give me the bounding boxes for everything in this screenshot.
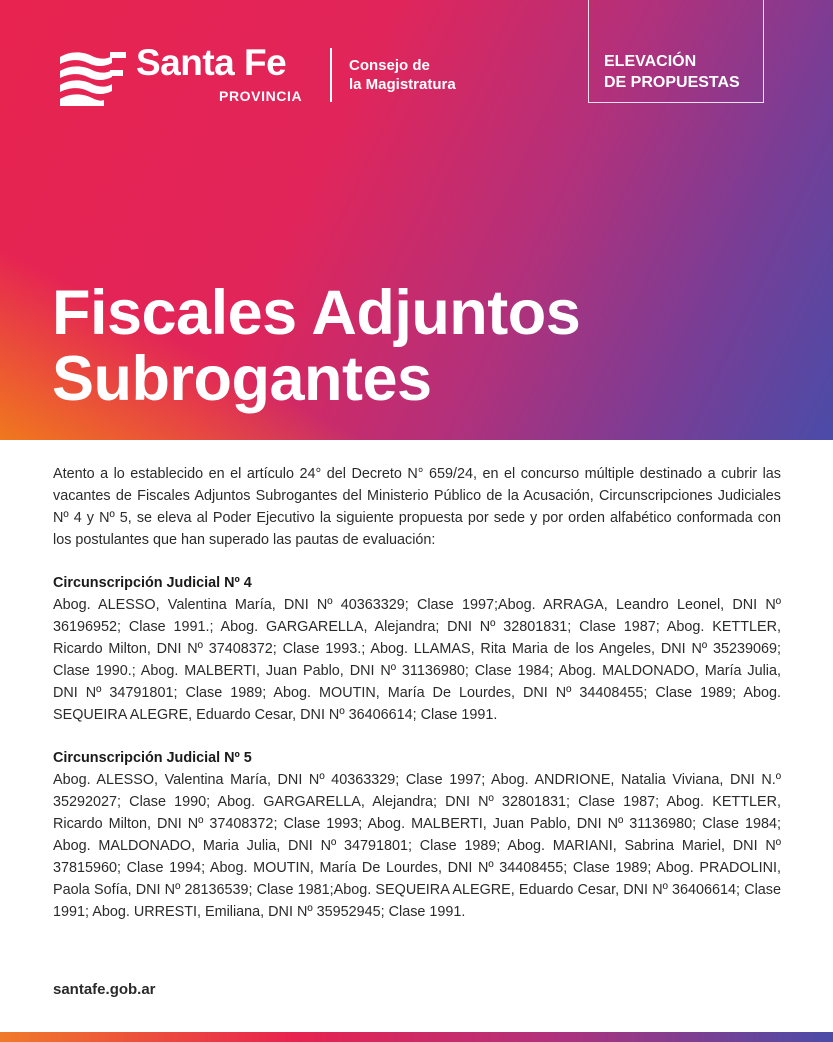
document-type-tag [588,0,764,103]
section-text: Abog. ALESSO, Valentina María, DNI Nº 40363329; Clase 1997;Abog. ARRAGA, Leandro Leonel, DNI Nº 36196952; Clase 1991.; Abog. GARGARELLA, Alejandra; DNI Nº 32801831; Clase 1987; Abog. KETTLER, Ricardo Milton, DNI Nº 37408372; Clase 1993.; Abog. LLAMAS, Rita Maria de los Angeles, DNI Nº 35239069; Clase 1990.; Abog. MALBERTI, Juan Pablo, DNI Nº 31136980; Clase 1984; Abog. MALDONADO, María Julia, DNI Nº 34791801; Clase 1989; Abog. MOUTIN, María De Lourdes, DNI Nº 34408455; Clase 1989; Abog. SEQUEIRA ALEGRE, Eduardo Cesar, DNI Nº 36406614; Clase 1991. [53,597,781,723]
santa-fe-logo[interactable] [58,44,308,106]
section-circunscripcion-4 [53,572,781,726]
header-banner [0,0,833,440]
section-circunscripcion-5 [53,747,781,923]
santa-fe-flag-icon [58,48,128,106]
council-line-1: Consejo de [349,57,430,74]
tag-line-2: DE PROPUESTAS [604,74,740,91]
title-line-1: Fiscales Adjuntos [52,278,581,348]
page-title [52,280,580,412]
section-text: Abog. ALESSO, Valentina María, DNI Nº 40363329; Clase 1997; Abog. ANDRIONE, Natalia Viviana, DNI N.º 35292027; Clase 1990; Abog. GARGARELLA, Alejandra; DNI Nº 32801831; Clase 1987; Abog. KETTLER, Ricardo Milton, DNI Nº 37408372; Clase 1993; Abog. MALBERTI, Juan Pablo, DNI Nº 31136980; Clase 1984; Abog. MALDONADO, Maria Julia, DNI Nº 34791801; Clase 1989; Abog. MARIANI, Sabrina Mariel, DNI Nº 37815960; Clase 1994; Abog. MOUTIN, María De Lourdes, DNI Nº 34408455; Clase 1989; Abog. PRADOLINI, Paola Sofía, DNI Nº 28136539; Clase 1981;Abog. SEQUEIRA ALEGRE, Eduardo Cesar, DNI Nº 36406614; Clase 1991; Abog. URRESTI, Emiliana, DNI Nº 35952945; Clase 1991. [53,772,781,920]
brand-subname: PROVINCIA [219,88,303,104]
section-heading: Circunscripción Judicial Nº 5 [53,750,252,766]
section-heading: Circunscripción Judicial Nº 4 [53,575,252,591]
intro-paragraph: Atento a lo establecido en el artículo 24° del Decreto N° 659/24, en el concurso múltiple destinado a cubrir las vacantes de Fiscales Adjuntos Subrogantes del Ministerio Público de la Acusación, Circunscripciones Judiciales Nº 4 y Nº 5, se eleva al Poder Ejecutivo la siguiente propuesta por sede y por orden alfabético conformada con los postulantes que han superado las pautas de evaluación: [53,466,781,548]
council-name [349,56,456,94]
document-body [53,463,781,944]
council-line-2: la Magistratura [349,76,456,93]
tag-line-1: ELEVACIÓN [604,53,697,70]
brand-name: Santa Fe [136,42,287,83]
footer-website-link[interactable]: santafe.gob.ar [53,981,156,998]
logo-divider [330,48,332,102]
bottom-gradient-bar [0,1032,833,1042]
title-line-2: Subrogantes [52,344,432,414]
